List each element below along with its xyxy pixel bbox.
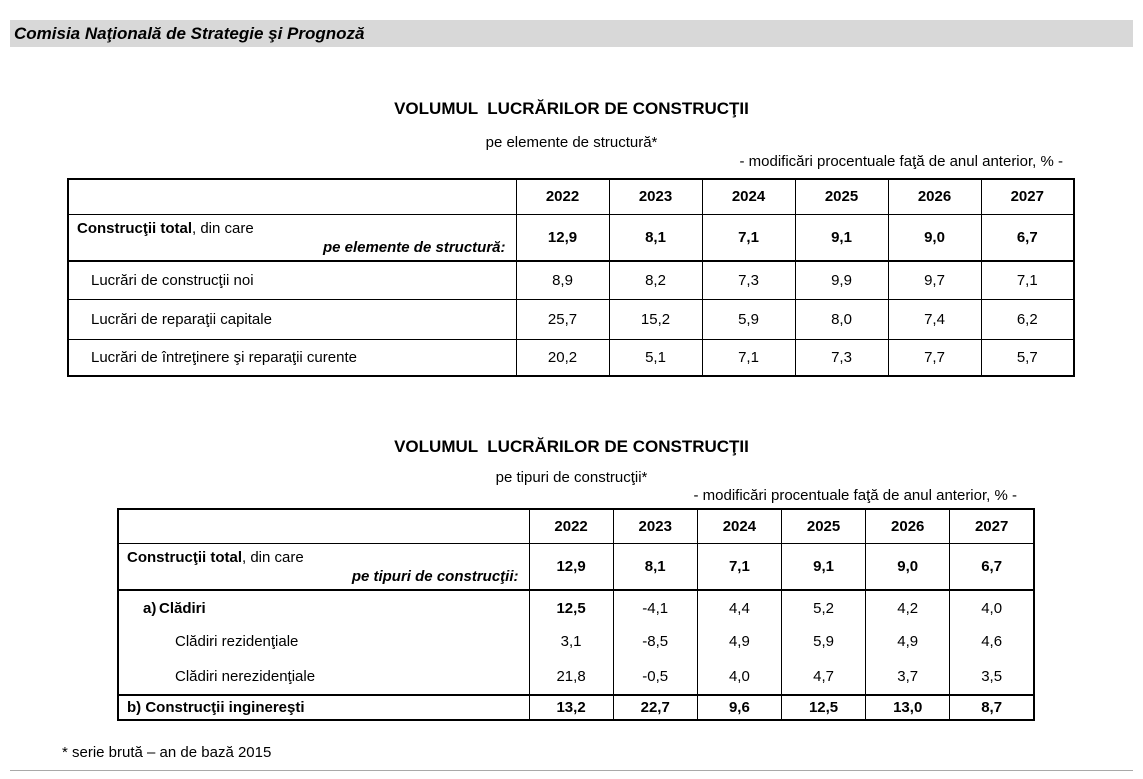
corner-cell [118,509,529,543]
value-cell: 9,0 [888,214,981,261]
header-bar [10,20,1133,47]
year-header: 2026 [866,509,950,543]
value-cell: 7,1 [697,543,781,590]
section2-title: VOLUMUL LUCRĂRILOR DE CONSTRUCŢII [394,437,749,456]
table-row [68,299,1074,339]
value-cell: 8,7 [950,695,1034,720]
row-label [118,590,529,625]
section2-subtitle: pe tipuri de construcţii* [495,469,648,486]
organization-title: Comisia Naţională de Strategie şi Prognoză [14,24,365,43]
table-row [118,509,1034,543]
table-row [68,261,1074,299]
value-cell: 6,7 [950,543,1034,590]
value-cell: 9,1 [781,543,865,590]
row-label: Lucrări de reparaţii capitale [68,299,516,339]
value-cell: 8,1 [613,543,697,590]
value-cell: 4,6 [950,625,1034,658]
bottom-divider [10,770,1133,771]
value-cell: 3,5 [950,658,1034,695]
row-sublabel: pe elemente de structură: [322,238,506,256]
value-cell: 12,9 [529,543,613,590]
row-label: Lucrări de întreţinere şi reparaţii curente [68,339,516,376]
value-cell: 9,1 [795,214,888,261]
value-cell: 9,7 [888,261,981,299]
value-cell: 8,0 [795,299,888,339]
table-row [68,179,1074,214]
value-cell: 8,1 [609,214,702,261]
table-row [118,625,1034,658]
row-label-rest: , din care [192,219,254,237]
year-header: 2027 [950,509,1034,543]
value-cell: 5,9 [781,625,865,658]
year-header: 2022 [529,509,613,543]
section1-subtitle: pe elemente de structură* [485,134,658,151]
footnote: * serie brută – an de bază 2015 [62,744,272,761]
year-header: 2024 [697,509,781,543]
table-tipuri [117,508,1035,721]
value-cell: 7,7 [888,339,981,376]
row-label [118,543,529,590]
value-cell: 7,1 [981,261,1074,299]
value-cell: 5,2 [781,590,865,625]
row-marker: a) [143,599,157,617]
value-cell: -4,1 [613,590,697,625]
row-label [68,214,516,261]
value-cell: 15,2 [609,299,702,339]
value-cell: 4,2 [866,590,950,625]
value-cell: 6,7 [981,214,1074,261]
year-header: 2022 [516,179,609,214]
row-label-bold: Construcţii total [127,548,242,566]
year-header: 2027 [981,179,1074,214]
row-label-rest: , din care [242,548,304,566]
row-label-bold: Clădiri [159,599,206,617]
corner-cell [68,179,516,214]
table-row-total [118,543,1034,590]
value-cell: 5,9 [702,299,795,339]
year-header: 2025 [781,509,865,543]
value-cell: 9,9 [795,261,888,299]
row-sublabel: pe tipuri de construcţii: [351,567,519,585]
value-cell: 12,9 [516,214,609,261]
section2-note: - modificări procentuale faţă de anul anterior, % - [693,487,1017,504]
value-cell: -8,5 [613,625,697,658]
table-row-total [68,214,1074,261]
value-cell: 4,4 [697,590,781,625]
value-cell: 12,5 [781,695,865,720]
value-cell: 7,4 [888,299,981,339]
value-cell: 9,0 [866,543,950,590]
year-header: 2023 [613,509,697,543]
value-cell: 4,9 [697,625,781,658]
year-header: 2025 [795,179,888,214]
value-cell: 3,7 [866,658,950,695]
value-cell: 8,9 [516,261,609,299]
table-row [118,695,1034,720]
row-label: Lucrări de construcţii noi [68,261,516,299]
value-cell: 13,0 [866,695,950,720]
row-label: Clădiri rezidenţiale [118,625,529,658]
table-structura [67,178,1075,377]
value-cell: 25,7 [516,299,609,339]
year-header: 2026 [888,179,981,214]
value-cell: 7,1 [702,339,795,376]
value-cell: 4,9 [866,625,950,658]
value-cell: 4,7 [781,658,865,695]
value-cell: 5,7 [981,339,1074,376]
value-cell: 6,2 [981,299,1074,339]
value-cell: 7,3 [702,261,795,299]
row-label: b) Construcţii inginereşti [118,695,529,720]
value-cell: 4,0 [697,658,781,695]
value-cell: 3,1 [529,625,613,658]
table-row [118,590,1034,625]
section1-title: VOLUMUL LUCRĂRILOR DE CONSTRUCŢII [394,99,749,118]
section1-note: - modificări procentuale faţă de anul anterior, % - [739,153,1063,170]
value-cell: 7,3 [795,339,888,376]
year-header: 2023 [609,179,702,214]
row-label: Clădiri nerezidenţiale [118,658,529,695]
year-header: 2024 [702,179,795,214]
value-cell: 4,0 [950,590,1034,625]
value-cell: -0,5 [613,658,697,695]
row-label-bold: Construcţii total [77,219,192,237]
value-cell: 20,2 [516,339,609,376]
value-cell: 21,8 [529,658,613,695]
value-cell: 12,5 [529,590,613,625]
value-cell: 22,7 [613,695,697,720]
value-cell: 7,1 [702,214,795,261]
value-cell: 5,1 [609,339,702,376]
table-row [118,658,1034,695]
table-row [68,339,1074,376]
value-cell: 9,6 [697,695,781,720]
value-cell: 13,2 [529,695,613,720]
value-cell: 8,2 [609,261,702,299]
